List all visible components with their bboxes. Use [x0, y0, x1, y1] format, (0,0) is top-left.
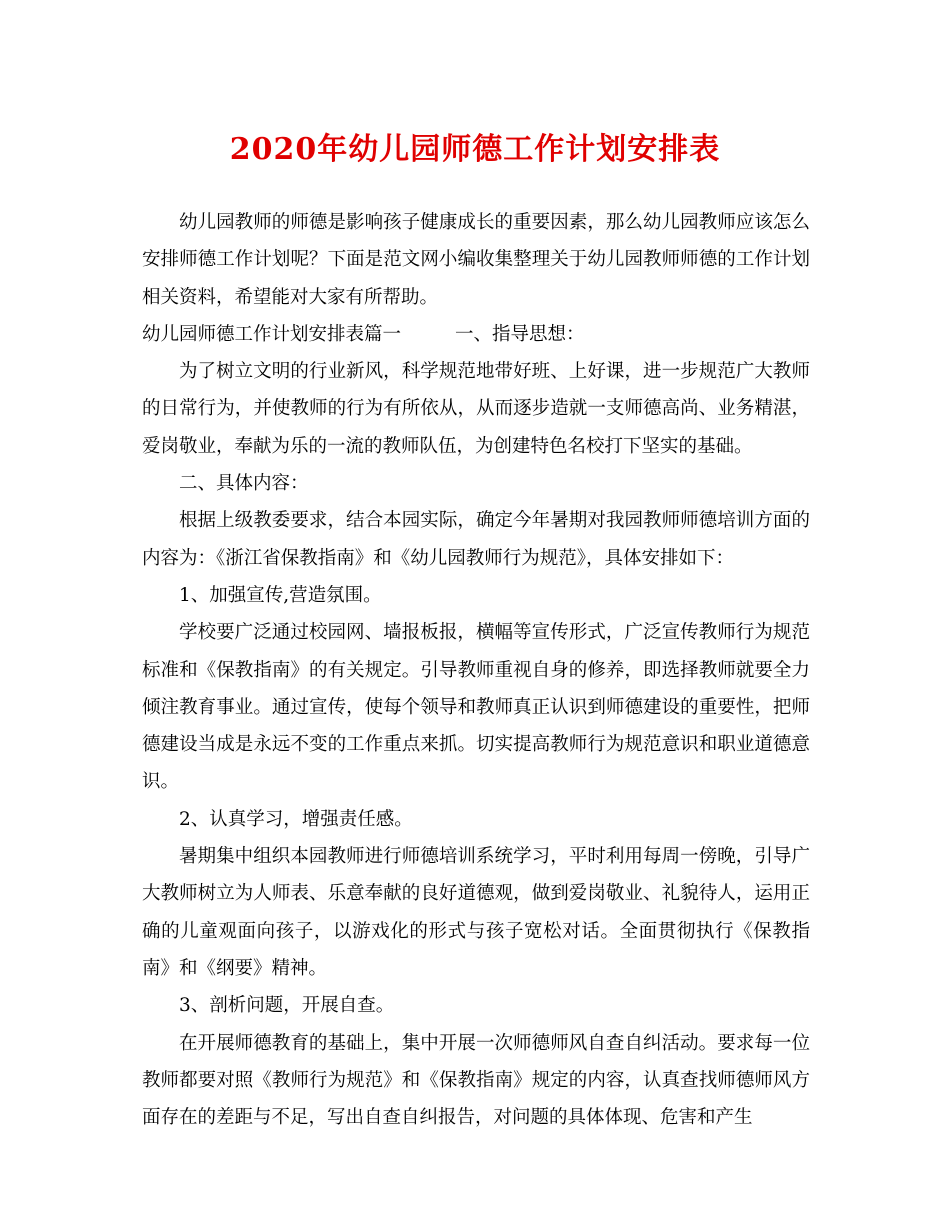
item-three-heading: 3、剖析问题，开展自查。	[179, 995, 395, 1017]
item-two-heading: 2、认真学习，增强责任感。	[179, 808, 413, 830]
section-heading-line	[142, 316, 810, 353]
item-two-paragraph: 暑期集中组织本园教师进行师德培训系统学习，平时利用每周一傍晚，引导广大教师树立为人师表、乐意奉献的良好道德观，做到爱岗敬业、礼貌待人，运用正确的儿童观面向孩子，以游戏化的形式与孩子宽松对话。全面贯彻执行《保教指南》和《纲要》精神。	[142, 846, 810, 979]
document-title: 2020年幼儿园师德工作计划安排表	[229, 132, 721, 167]
item-one-paragraph: 学校要广泛通过校园网、墙报板报，横幅等宣传形式，广泛宣传教师行为规范标准和《保教指南》的有关规定。引导教师重视自身的修养，即选择教师就要全力倾注教育事业。通过宣传，使每个领导和教师真正认识到师德建设的重要性，把师德建设当成是永远不变的工作重点来抓。切实提高教师行为规范意识和职业道德意识。	[142, 622, 810, 793]
content-intro-paragraph: 根据上级教委要求，结合本园实际，确定今年暑期对我园教师师德培训方面的内容为：《浙江省保教指南》和《幼儿园教师行为规范》，具体安排如下：	[142, 510, 810, 569]
section-heading-subtitle: 一、指导思想：	[455, 323, 585, 345]
intro-paragraph: 幼儿园教师的师德是影响孩子健康成长的重要因素，那么幼儿园教师应该怎么安排师德工作计划呢？下面是范文网小编收集整理关于幼儿园教师师德的工作计划相关资料，希望能对大家有所帮助。	[142, 212, 810, 308]
section-heading-title: 幼儿园师德工作计划安排表篇一	[142, 323, 402, 345]
section-two-heading: 二、具体内容：	[179, 473, 309, 495]
item-three-paragraph: 在开展师德教育的基础上，集中开展一次师德师风自查自纠活动。要求每一位教师都要对照《教师行为规范》和《保教指南》规定的内容，认真查找师德师风方面存在的差距与不足，写出自查自纠报告，对问题的具体体现、危害和产生	[142, 1032, 810, 1129]
document-body	[142, 204, 810, 1136]
item-one-heading: 1、加强宣传,营造氛围。	[179, 584, 382, 606]
guiding-thought-paragraph: 为了树立文明的行业新风，科学规范地带好班、上好课，进一步规范广大教师的日常行为，并使教师的行为有所依从，从而逐步造就一支师德高尚、业务精湛，爱岗敬业，奉献为乐的一流的教师队伍，为创建特色名校打下坚实的基础。	[142, 361, 810, 457]
